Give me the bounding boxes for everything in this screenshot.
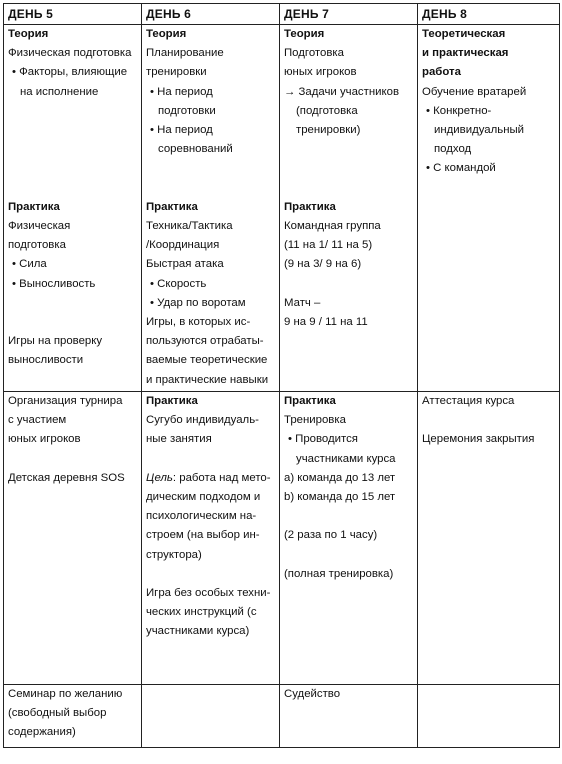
section-title: работа: [422, 66, 461, 79]
text-line: (9 на 3/ 9 на 6): [284, 258, 362, 271]
text-line: подход: [434, 143, 472, 156]
bullet-item: • Факторы, влияющие: [12, 66, 128, 79]
text-line: индивидуальный: [434, 124, 525, 137]
text-line: ные занятия: [146, 433, 212, 446]
text-line: Игры, в которых ис-: [146, 316, 251, 329]
goal-label: Цель: [146, 471, 173, 484]
text-line: Командная группа: [284, 219, 381, 232]
text-line: тренировки): [296, 124, 361, 137]
text-line: ческих инструкций (с: [146, 606, 257, 619]
section-title: Теория: [8, 28, 49, 40]
text-line: содержания): [8, 726, 76, 739]
text-line: /Координация: [146, 239, 220, 252]
text-line: юных игроков: [284, 66, 357, 79]
cell-day6-evening: [142, 685, 280, 748]
bullet-item: • С командой: [426, 162, 496, 175]
course-schedule-table: [3, 3, 560, 748]
bullet-item: • Выносливость: [12, 277, 96, 290]
text-line: Аттестация курса: [422, 395, 515, 407]
text-line: строем (на выбор ин-: [146, 529, 260, 542]
section-title: и практическая: [422, 47, 509, 60]
text-line: ваемые теоретические: [146, 354, 268, 367]
header-day-7: ДЕНЬ 7: [280, 4, 418, 25]
cell-day7-afternoon: [280, 392, 418, 685]
header-day-5: ДЕНЬ 5: [4, 4, 142, 25]
header-day-6: ДЕНЬ 6: [142, 4, 280, 25]
text-line: соревнований: [158, 143, 233, 156]
text-line: → Задачи участников: [284, 85, 399, 98]
goal-line: [146, 469, 276, 488]
text-line: Обучение вратарей: [422, 85, 527, 98]
text-line: Игры на проверку: [8, 335, 103, 348]
text-line: структора): [146, 548, 202, 561]
bullet-item: • На период: [150, 85, 213, 98]
section-title: Теория: [284, 28, 325, 40]
table-row: [4, 25, 560, 392]
text-line: психологическим на-: [146, 510, 257, 523]
text-line: (подготовка: [296, 104, 358, 117]
text-line: дическим подходом и: [146, 491, 261, 503]
text-line: а) команда до 13 лет: [284, 471, 396, 484]
text-line: подготовки: [158, 104, 216, 117]
text-line: Быстрая атака: [146, 258, 224, 271]
bullet-item: • На период: [150, 124, 213, 137]
text-line: участниками курса: [296, 452, 396, 465]
text-line: с участием: [8, 414, 67, 427]
text-line: 9 на 9 / 11 на 11: [284, 315, 368, 328]
bullet-item: • Конкретно-: [426, 104, 492, 117]
text-line: на исполнение: [20, 85, 99, 98]
header-row: [4, 4, 560, 25]
table-row: [4, 392, 560, 685]
section-title: Теоретическая: [422, 28, 506, 40]
bullet-item: • Сила: [12, 258, 47, 271]
text-line: и практические навыки: [146, 373, 269, 386]
bullet-item: • Скорость: [150, 277, 207, 290]
cell-day8-evening: [418, 685, 560, 748]
text-line: Церемония закрытия: [422, 433, 535, 446]
table-row: [4, 685, 560, 748]
text-line: (11 на 1/ 11 на 5): [284, 239, 373, 252]
text-line: подготовка: [8, 239, 66, 252]
goal-text: : работа над мето-: [172, 471, 271, 484]
cell-day7-evening: [280, 685, 418, 748]
text-line: юных игроков: [8, 433, 81, 446]
cell-day5-afternoon: [4, 392, 142, 685]
text-line: Организация турнира: [8, 395, 123, 407]
text-line: Матч –: [284, 296, 321, 309]
text-line: выносливости: [8, 354, 84, 367]
cell-day8-afternoon: [418, 392, 560, 685]
text-line: тренировки: [146, 66, 207, 79]
section-title: Практика: [146, 200, 198, 213]
section-title: Практика: [284, 200, 336, 213]
cell-day5-main: [4, 25, 142, 392]
section-title: Теория: [146, 28, 187, 40]
cell-day6-main: [142, 25, 280, 392]
text-line: Техника/Тактика: [146, 220, 233, 232]
text-line: Семинар по желанию: [8, 688, 123, 700]
text-line: (2 раза по 1 часу): [284, 529, 378, 542]
text-line: (полная тренировка): [284, 567, 394, 580]
cell-day7-main: [280, 25, 418, 392]
text-line: Физическая: [8, 219, 71, 232]
text-line: участниками курса): [146, 625, 250, 638]
text-line: Игра без особых техни-: [146, 587, 271, 599]
text-line: Подготовка: [284, 47, 344, 60]
cell-day6-afternoon: [142, 392, 280, 685]
text-line: пользуются отрабаты-: [146, 335, 264, 348]
text-line: b) команда до 15 лет: [284, 491, 396, 504]
section-title: Практика: [146, 395, 198, 407]
bullet-item: • Проводится: [288, 433, 358, 446]
cell-day8-main: [418, 25, 560, 392]
header-day-8: ДЕНЬ 8: [418, 4, 560, 25]
text-line: Планирование: [146, 47, 224, 60]
text-line: Физическая подготовка: [8, 47, 132, 60]
section-title: Практика: [8, 200, 60, 213]
text-line: Сугубо индивидуаль-: [146, 414, 259, 427]
text-line: Детская деревня SOS: [8, 471, 125, 484]
text-line: Судейство: [284, 688, 341, 700]
bullet-item: • Удар по воротам: [150, 296, 246, 309]
cell-day5-evening: [4, 685, 142, 748]
section-title: Практика: [284, 395, 336, 407]
text-line: (свободный выбор: [8, 707, 107, 720]
text-line: Тренировка: [284, 414, 346, 427]
